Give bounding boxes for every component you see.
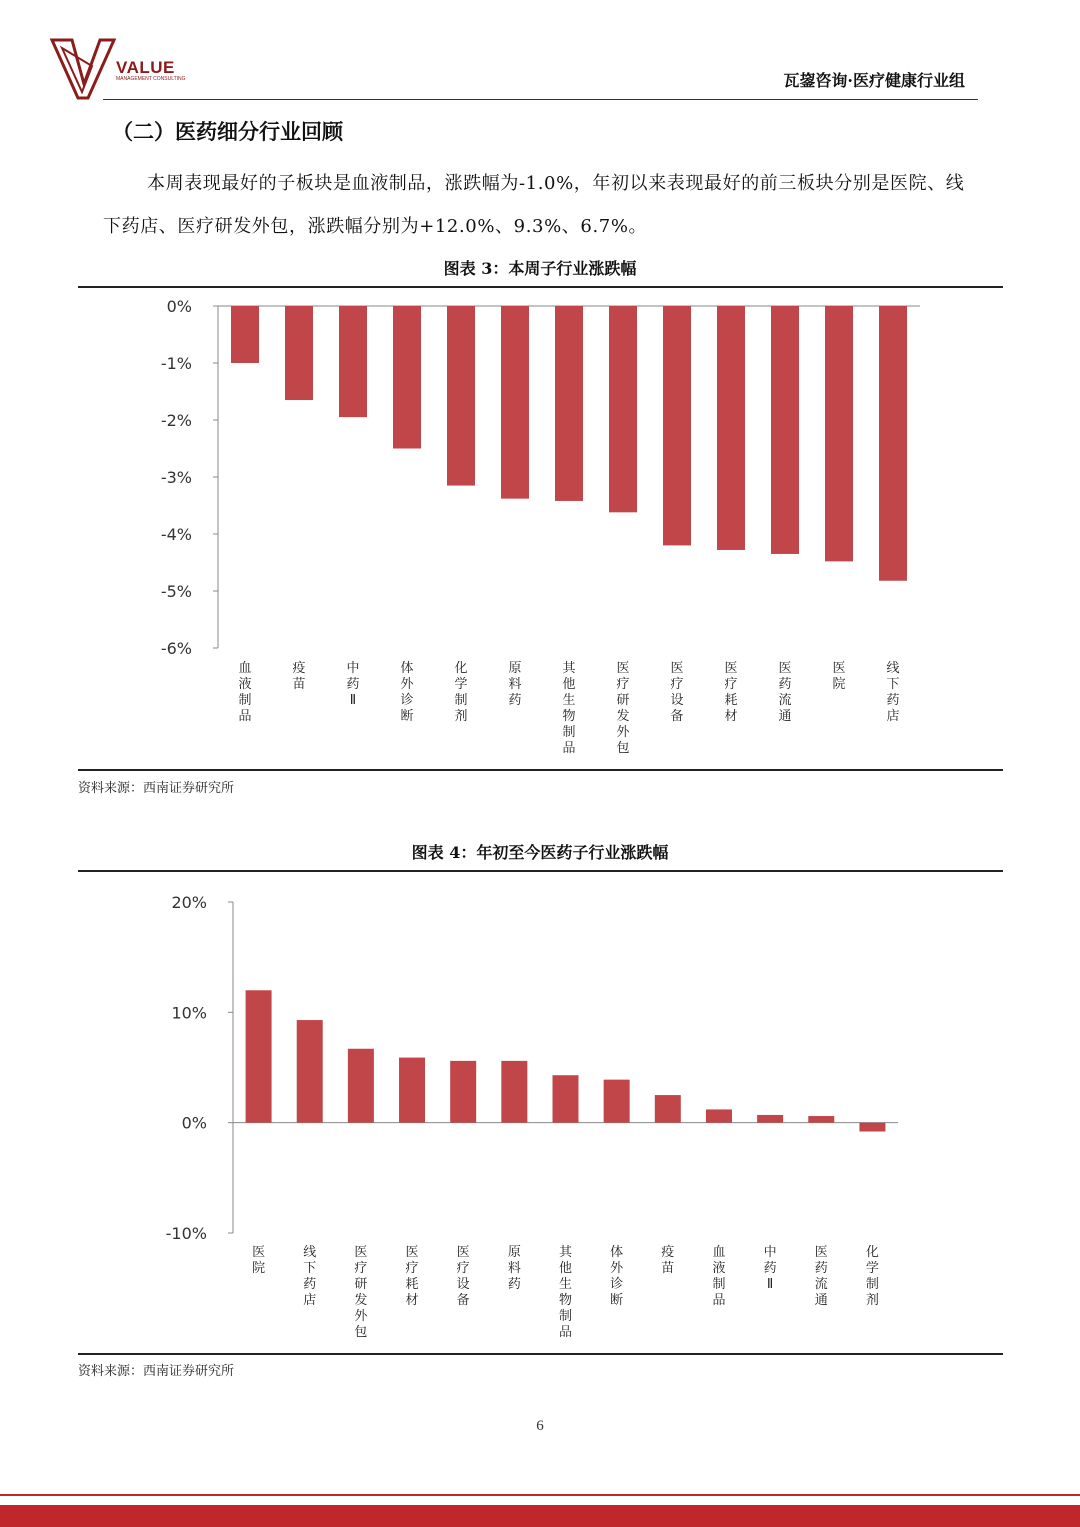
x-tick-label: 剂 [454, 709, 468, 724]
header-divider [103, 99, 978, 100]
y-tick-label: -10% [165, 1224, 207, 1243]
x-tick-label: 品 [558, 1325, 573, 1340]
bar [771, 306, 799, 554]
x-tick-label: 外 [616, 725, 630, 740]
x-tick-label: 医 [832, 661, 846, 676]
x-tick-label: 医 [778, 661, 792, 676]
x-tick-label: 疫 [292, 661, 306, 676]
x-tick-label: 备 [670, 709, 684, 724]
x-tick-label: 耗 [405, 1277, 419, 1292]
bar [609, 306, 637, 512]
x-tick-label: 料 [507, 1261, 521, 1276]
figure3-top-rule [78, 286, 1003, 288]
x-tick-label: 制 [558, 1309, 573, 1324]
x-tick-label: 药 [507, 1277, 521, 1292]
x-tick-label: 疗 [354, 1261, 368, 1276]
bar [393, 306, 421, 449]
x-tick-label: 医 [724, 661, 738, 676]
bar [555, 306, 583, 501]
x-tick-label: Ⅱ [349, 693, 357, 708]
figure3-title: 图表 3：本周子行业涨跌幅 [443, 259, 637, 278]
bar [825, 306, 853, 561]
header-org: 瓦鋆咨询·医疗健康行业组 [783, 71, 965, 90]
x-tick-label: 药 [508, 693, 522, 708]
x-tick-label: 耗 [724, 693, 738, 708]
x-tick-label: 他 [562, 677, 576, 692]
x-tick-label: 下 [886, 677, 900, 692]
x-tick-label: 品 [562, 741, 576, 756]
x-tick-label: 疗 [456, 1261, 470, 1276]
x-tick-label: 医 [252, 1245, 266, 1260]
bar [450, 1061, 476, 1123]
x-tick-label: 药 [814, 1261, 828, 1276]
x-tick-label: 制 [562, 725, 576, 740]
x-tick-label: 物 [562, 709, 576, 724]
x-tick-label: 液 [238, 677, 252, 692]
x-tick-label: 诊 [610, 1277, 624, 1292]
x-tick-label: 学 [865, 1261, 879, 1276]
x-tick-label: 店 [886, 709, 900, 724]
section-paragraph: 本周表现最好的子板块是血液制品，涨跌幅为-1.0%，年初以来表现最好的前三板块分别是医院、线下药店、医疗研发外包，涨跌幅分别为+12.0%、9.3%、6.7%。 [103, 173, 965, 237]
bar [339, 306, 367, 417]
bar [859, 1123, 885, 1132]
x-tick-label: 学 [454, 677, 468, 692]
bar [757, 1115, 783, 1123]
x-tick-label: 血 [238, 661, 252, 676]
figure3-source: 资料来源：西南证券研究所 [78, 781, 235, 796]
figure4-source: 资料来源：西南证券研究所 [78, 1364, 235, 1379]
figure3-chart [78, 290, 1003, 768]
x-tick-label: 疗 [405, 1261, 419, 1276]
figure4-chart [78, 874, 1003, 1352]
x-tick-label: 包 [354, 1325, 368, 1340]
x-tick-label: 品 [238, 709, 252, 724]
x-tick-label: Ⅱ [766, 1277, 774, 1292]
x-tick-label: 医 [616, 661, 630, 676]
x-tick-label: 化 [454, 661, 468, 676]
x-tick-label: 疗 [724, 677, 738, 692]
x-tick-label: 医 [670, 661, 684, 676]
x-tick-label: 药 [346, 677, 360, 692]
x-tick-label: 流 [814, 1277, 828, 1292]
x-tick-label: 体 [400, 661, 414, 676]
y-tick-label: 0% [166, 297, 192, 316]
x-tick-label: 原 [508, 661, 522, 676]
x-tick-label: 制 [238, 693, 252, 708]
x-tick-label: 他 [558, 1261, 573, 1276]
y-tick-label: -6% [160, 639, 192, 658]
x-tick-label: 院 [252, 1261, 266, 1276]
footer-line [0, 1494, 1080, 1496]
x-tick-label: 原 [507, 1245, 521, 1260]
bar [553, 1075, 579, 1122]
x-tick-label: 血 [712, 1245, 726, 1260]
figure3-bottom-rule [78, 769, 1003, 771]
x-tick-label: 苗 [661, 1261, 675, 1276]
x-tick-label: 研 [354, 1277, 368, 1292]
y-tick-label: -5% [160, 582, 192, 601]
x-tick-label: 其 [562, 661, 576, 676]
x-tick-label: 料 [508, 677, 522, 692]
x-tick-label: 制 [712, 1277, 726, 1292]
x-tick-label: 下 [303, 1261, 317, 1276]
x-tick-label: 材 [724, 709, 738, 724]
y-tick-label: 20% [171, 893, 207, 912]
bar [879, 306, 907, 581]
logo-subtext: MANAGEMENT CONSULTING [116, 76, 186, 82]
x-tick-label: 液 [712, 1261, 726, 1276]
x-tick-label: 药 [303, 1277, 317, 1292]
x-tick-label: 中 [763, 1245, 777, 1260]
x-tick-label: 制 [454, 693, 468, 708]
x-tick-label: 物 [558, 1293, 573, 1308]
figure4-bottom-rule [78, 1353, 1003, 1355]
x-tick-label: 研 [616, 693, 630, 708]
bar [655, 1095, 681, 1123]
bar [706, 1109, 732, 1122]
x-tick-label: 品 [712, 1293, 726, 1308]
bar [285, 306, 313, 400]
figure4-title: 图表 4：年初至今医药子行业涨跌幅 [411, 843, 669, 862]
x-tick-label: 药 [763, 1261, 777, 1276]
bar [501, 1061, 527, 1123]
x-tick-label: 生 [562, 693, 576, 708]
x-tick-label: 剂 [865, 1293, 879, 1308]
x-tick-label: 断 [610, 1293, 624, 1308]
x-tick-label: 包 [616, 741, 630, 756]
x-tick-label: 药 [886, 693, 900, 708]
x-tick-label: 外 [354, 1309, 368, 1324]
x-tick-label: 体 [610, 1245, 624, 1260]
bar [447, 306, 475, 486]
x-tick-label: 疫 [661, 1245, 675, 1260]
x-tick-label: 店 [303, 1293, 317, 1308]
bar [348, 1049, 374, 1123]
x-tick-label: 医 [814, 1245, 828, 1260]
x-tick-label: 断 [400, 709, 414, 724]
x-tick-label: 医 [354, 1245, 368, 1260]
x-tick-label: 医 [456, 1245, 470, 1260]
bar [297, 1020, 323, 1123]
bar [604, 1080, 630, 1123]
y-tick-label: -4% [160, 525, 192, 544]
logo-text: VALUE [116, 58, 175, 77]
x-tick-label: 设 [456, 1277, 470, 1292]
x-tick-label: 材 [405, 1293, 419, 1308]
x-tick-label: 苗 [292, 677, 306, 692]
bar [399, 1058, 425, 1123]
bar [663, 306, 691, 545]
figure4-top-rule [78, 870, 1003, 872]
y-tick-label: -3% [160, 468, 192, 487]
x-tick-label: 外 [610, 1261, 624, 1276]
x-tick-label: 线 [303, 1245, 317, 1260]
bar [246, 990, 272, 1122]
bar [501, 306, 529, 499]
bar [231, 306, 259, 363]
x-tick-label: 化 [865, 1245, 879, 1260]
x-tick-label: 设 [670, 693, 684, 708]
y-tick-label: -2% [160, 411, 192, 430]
y-tick-label: 0% [181, 1113, 207, 1133]
x-tick-label: 疗 [670, 677, 684, 692]
page-number: 6 [536, 1418, 544, 1434]
x-tick-label: 通 [814, 1293, 828, 1308]
x-tick-label: 疗 [616, 677, 630, 692]
x-tick-label: 院 [832, 677, 846, 692]
x-tick-label: 线 [886, 661, 900, 676]
section-title: （二）医药细分行业回顾 [112, 119, 343, 144]
x-tick-label: 中 [346, 661, 360, 676]
y-tick-label: -1% [160, 354, 192, 373]
x-tick-label: 流 [778, 693, 792, 708]
y-tick-label: 10% [171, 1003, 207, 1023]
x-tick-label: 发 [354, 1293, 368, 1308]
x-tick-label: 诊 [400, 693, 414, 708]
x-tick-label: 外 [400, 677, 414, 692]
x-tick-label: 备 [456, 1293, 470, 1308]
bar [717, 306, 745, 550]
x-tick-label: 其 [558, 1245, 573, 1260]
footer-bar [0, 1505, 1080, 1527]
x-tick-label: 通 [778, 709, 792, 724]
x-tick-label: 生 [558, 1277, 573, 1292]
bar [808, 1116, 834, 1123]
x-tick-label: 发 [616, 709, 630, 724]
x-tick-label: 药 [778, 677, 792, 692]
x-tick-label: 制 [865, 1277, 879, 1292]
x-tick-label: 医 [405, 1245, 419, 1260]
